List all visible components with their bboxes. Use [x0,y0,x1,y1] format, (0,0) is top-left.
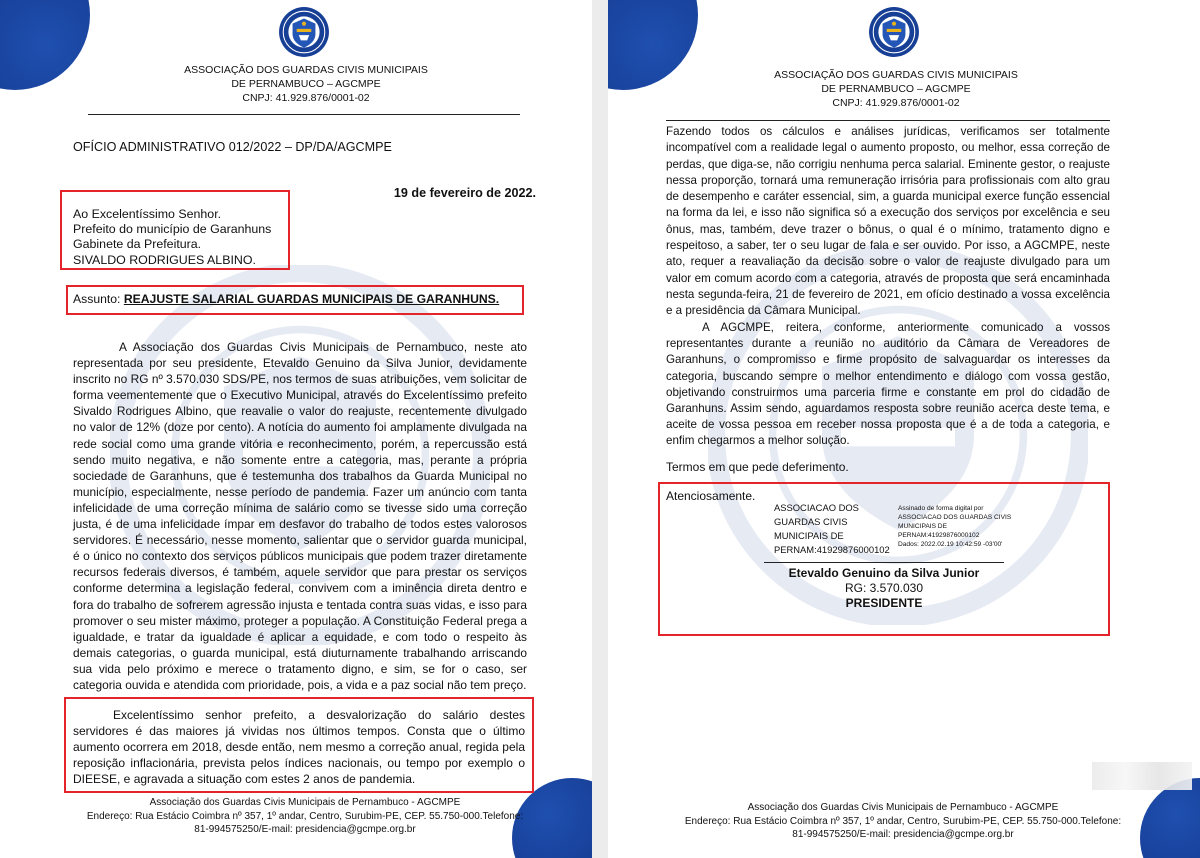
closing-line: Termos em que pede deferimento. [666,460,849,474]
digital-signature-name-line: ASSOCIACAO DOS [774,502,859,513]
letter-page-1 [0,0,592,858]
digital-signature-name-line: MUNICIPAIS DE [774,530,844,541]
subject-text: REAJUSTE SALARIAL GUARDAS MUNICIPAIS DE GARANHUNS. [123,292,500,306]
letter-date: 19 de fevereiro de 2022. [393,186,536,200]
digital-signature-name [774,501,894,557]
office-reference: OFÍCIO ADMINISTRATIVO 012/2022 – DP/DA/AGCMPE [73,140,392,154]
org-cnpj: CNPJ: 41.929.876/0001-02 [242,92,370,104]
footer-org: Associação dos Guardas Civis Municipais de Pernambuco - AGCMPE [149,797,461,808]
footer-org: Associação dos Guardas Civis Municipais de Pernambuco - AGCMPE [747,802,1059,813]
body-paragraph-4: A AGCMPE, reitera, conforme, anteriormente comunicado a vossos representantes durante a reunião no auditório da Câmara de Vereadores de Garanhuns, o compromisso e firme propósito de salvaguardar os interesses da categoria, buscando sempre o melhor entendimento e diálogo com vossa gestão, objetivando construirmos uma parceria firme e constante em prol do cidadão de Garanhuns. Assim sendo, aguardamos resposta sobre reunião acerca deste tema, e aceite de vossa pessoa em receber nossa proposta que é a de toda a categoria, e enfim chegarmos a melhor solução. [666,321,1110,448]
corner-decoration [0,0,90,90]
digital-signature-details [898,504,1038,549]
org-name-line1: ASSOCIAÇÃO DOS GUARDAS CIVIS MUNICIPAIS [774,69,1018,81]
footer-address: Endereço: Rua Estácio Coimbra nº 357, 1º andar, Centro, Surubim-PE, CEP. 55.750-000.Telefone: [684,815,1122,827]
digital-signature-name-line: PERNAM:41929876000102 [774,544,890,555]
org-name-line2: DE PERNAMBUCO – AGCMPE [231,78,381,90]
digital-signature-detail-line: Assinado de forma digital por [898,505,984,512]
footer-contact: 81-994575250/E-mail: presidencia@gcmpe.org.br [792,829,1014,840]
digital-signature-detail-line: ASSOCIACAO DOS GUARDAS CIVIS [898,514,1012,521]
corner-decoration [1140,778,1200,858]
corner-decoration [608,0,698,90]
body-paragraph-3: Fazendo todos os cálculos e análises jurídicas, verificamos ser totalmente incompatível com a realidade legal o aumento proposto, ou melhor, essa correção de perdas, que diga-se, não corrigiu nenhuma perca salarial. Eminente gestor, o reajuste nessa proporção, tornará uma remuneração irrisória para profissionais com alto grau de desempenho e caráter essencial, sim, a guarda municipal exerce função essencial na forma da lei, e isso não significa só a execução dos serviços por excelência e seu ônus, mas, também, deve trazer o bônus, o qual é o mínimo, tratamento digno e respeitoso, a saber, ter o seu lugar de fala e ser ouvido. Por isso, a AGCMPE, neste ato, requer a reavaliação da decisão sobre o valor de reajuste divulgado para um valor em comum acordo com a categoria, através de proposta que será encaminhada nesta segunda-feira, 21 de fevereiro de 2021, em ofício destinado a vossa excelência e a presidência da Câmara Municipal. [666,125,1110,318]
digital-signature-name-line: GUARDAS CIVIS [774,516,848,527]
digital-signature-detail-line: Dados: 2022.02.19 10:42:59 -03'00' [898,541,1003,548]
regards-line: Atenciosamente. [666,489,756,503]
signer-role: PRESIDENTE [845,596,923,610]
body-paragraph-2: Excelentíssimo senhor prefeito, a desvalorização do salário destes servidores é das maiores já vividas nos últimos tempos. Consta que o último aumento ocorrera em 2018, desde então, nem mesmo a correção anual, regida pela reposição inflacionária, prevista pelos índices nacionais, ou tempo por exemplo o DIEESE, e agravada a situação com estes 2 anos de pandemia. [73,708,525,787]
letterhead [146,63,466,105]
body-paragraph-1: A Associação dos Guardas Civis Municipais de Pernambuco, neste ato representada por seu presidente, Etevaldo Genuino da Silva Junior, devidamente inscrito no RG nº 3.570.030 SDS/PE, nos termos de suas atribuições, vem solicitar de forma veementemente que o Executivo Municipal, através do Excelentíssimo prefeito Sivaldo Rodrigues Albino, que reavalie o valor do reajuste, recentemente divulgado no valor de 12% (doze por cento). A notícia do aumento foi amplamente divulgada na rede social como uma grande vitória e reconhecimento, porém, a repercussão está sendo muito negativa, e não somente entre a categoria, mas, perante a própria sociedade de Garanhuns, que é testemunha dos trabalhos da Guarda Municipal no município, especialmente, nesse período de pandemia. Fazer um anúncio com tanta infelicidade de uma correção mínima de salário como se tivesse sido uma correção justa, é de uma infelicidade ímpar em desfavor do trabalho de todos estes valorosos servidores. É necessário, nesse momento, salientar que o servidor guarda municipal, é o único no contexto dos serviços públicos municipais que podem trazer diretamente recursos federais diversos, é também, aquele servidor que para prestar os serviços conforme determina a legislação federal, convivem com a iminência direta dentro e fora do trabalho de sofrerem agressão injusta e tentada contra suas vidas, e isso para promover o seu mister máximo, proteger a população. A Constituição Federal prega a igualdade, e tratar da igualdade é aplicar a equidade, e com todo o respeito às demais categorias, o guarda municipal, está diuturnamente trabalhando arriscando sua vida pelo próximo e merece o tratamento digno, e sim, se for o caso, ser categoria ouvida e atendida com prioridade, pois, a vida e a paz social não tem preço. [73,340,527,692]
addressee-line: Ao Excelentíssimo Senhor. [73,207,222,221]
signer-rg: RG: 3.570.030 [844,581,924,595]
agcmpe-seal-icon [868,6,920,58]
org-name-line2: DE PERNAMBUCO – AGCMPE [821,83,971,95]
blurred-region [1092,762,1192,790]
digital-signature-detail-line: MUNICIPAIS DE [898,523,947,530]
addressee-line: SIVALDO RODRIGUES ALBINO. [73,252,256,267]
digital-signature-detail-line: PERNAM:41929876000102 [898,532,980,539]
addressee-block [73,207,283,268]
letter-page-2 [608,0,1200,858]
signature-rule [764,562,1004,563]
addressee-line: Prefeito do município de Garanhuns [73,222,272,237]
footer-address: Endereço: Rua Estácio Coimbra nº 357, 1º andar, Centro, Surubim-PE, CEP. 55.750-000.Telefone: [86,810,524,822]
footer-contact: 81-994575250/E-mail: presidencia@gcmpe.org.br [194,824,416,835]
page-footer [70,796,540,837]
org-name-line1: ASSOCIAÇÃO DOS GUARDAS CIVIS MUNICIPAIS [184,64,428,76]
addressee-line: Gabinete da Prefeitura. [73,237,202,252]
signer-name: Etevaldo Genuino da Silva Junior [788,566,980,580]
header-rule [666,120,1110,121]
header-rule [88,114,520,115]
page-footer [668,801,1138,842]
agcmpe-seal-icon [278,6,330,58]
org-cnpj: CNPJ: 41.929.876/0001-02 [832,97,960,109]
letterhead [736,68,1056,110]
subject-label: Assunto: [73,292,121,306]
subject-line [73,291,519,307]
signer-block [728,566,1040,611]
